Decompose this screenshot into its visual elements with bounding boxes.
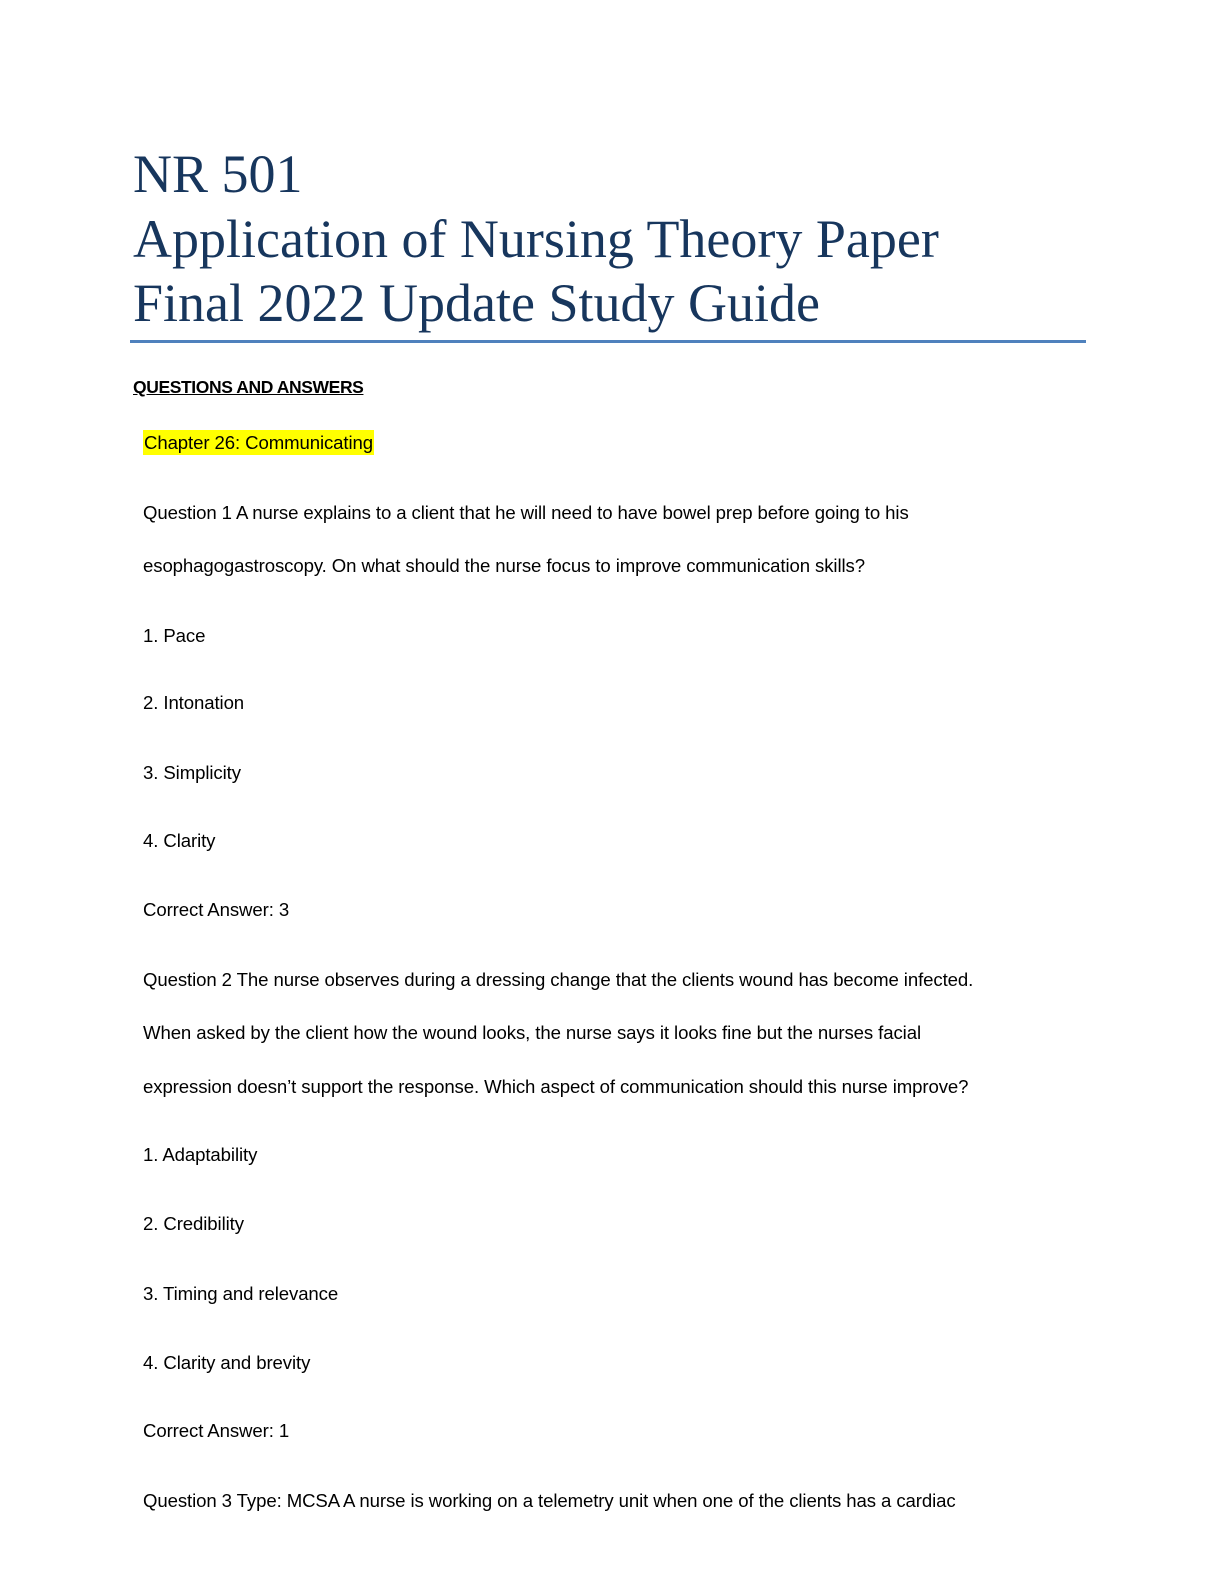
- correct-answer: Correct Answer: 1: [143, 1420, 290, 1441]
- chapter-highlight: Chapter 26: Communicating: [144, 432, 374, 453]
- title-line-2: Application of Nursing Theory Paper: [133, 209, 939, 269]
- correct-answer: Correct Answer: 3: [143, 899, 290, 920]
- title-line-1: NR 501: [133, 144, 303, 204]
- option: 4. Clarity: [143, 830, 216, 851]
- question-text: Question 2 The nurse observes during a dressing change that the clients wound has become infected.: [143, 969, 974, 990]
- option: 1. Adaptability: [143, 1144, 258, 1165]
- option: 3. Simplicity: [143, 762, 241, 783]
- question-text: When asked by the client how the wound looks, the nurse says it looks fine but the nurses facial: [143, 1022, 921, 1043]
- option: 1. Pace: [143, 625, 206, 646]
- option: 2. Intonation: [143, 692, 245, 713]
- option: 3. Timing and relevance: [143, 1283, 339, 1304]
- question-text: Question 1 A nurse explains to a client that he will need to have bowel prep before going to his: [143, 502, 909, 523]
- chapter-heading: [143, 431, 374, 455]
- option: 4. Clarity and brevity: [143, 1352, 311, 1373]
- section-heading: QUESTIONS AND ANSWERS: [133, 377, 364, 397]
- question-text: expression doesn’t support the response. Which aspect of communication should this nurse improve?: [143, 1076, 969, 1097]
- title-line-3: Final 2022 Update Study Guide: [133, 273, 820, 333]
- option: 2. Credibility: [143, 1213, 244, 1234]
- question-text: Question 3 Type: MCSA A nurse is working on a telemetry unit when one of the clients has a cardiac: [143, 1490, 956, 1511]
- question-text: esophagogastroscopy. On what should the nurse focus to improve communication skills?: [143, 555, 865, 576]
- title-divider: [130, 340, 1086, 343]
